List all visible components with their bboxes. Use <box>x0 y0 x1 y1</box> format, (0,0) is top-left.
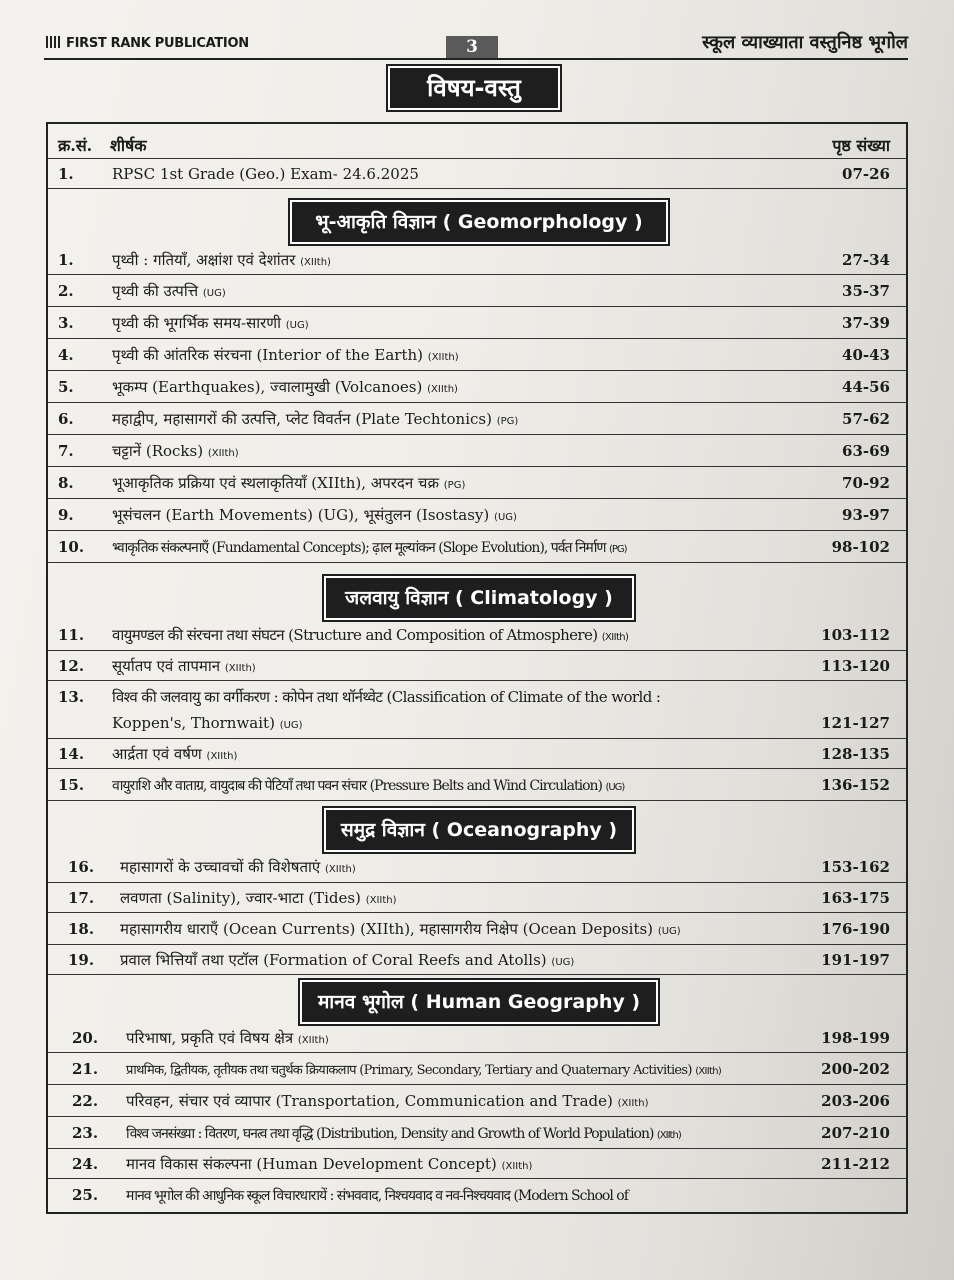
table-row: 19. प्रवाल भित्तियाँ तथा एटॉल (Formation of Coral Reefs and Atolls) (UG) 191-197 <box>48 946 906 975</box>
table-row: 15. वायुराशि और वाताग्र, वायुदाब की पेटियाँ तथा पवन संचार (Pressure Belts and Wind Circulation) (UG) 136-152 <box>48 770 906 801</box>
section-heading-oceanography: समुद्र विज्ञान ( Oceanography ) <box>324 808 634 852</box>
table-row: 6. महाद्वीप, महासागरों की उत्पत्ति, प्लेट विवर्तन (Plate Techtonics) (PG) 57-62 <box>48 404 906 435</box>
table-row: 11. वायुमण्डल की संरचना तथा संघटन (Structure and Composition of Atmosphere) (XIIth) 103-112 <box>48 620 906 651</box>
column-sr: क्र.सं. <box>58 136 93 155</box>
table-row: 1. पृथ्वी : गतियाँ, अक्षांश एवं देशांतर (XIIth) 27-34 <box>48 246 906 275</box>
table-row: 7. चट्टानें (Rocks) (XIIth) 63-69 <box>48 436 906 467</box>
table-row: 2. पृथ्वी की उत्पत्ति (UG) 35-37 <box>48 276 906 307</box>
contents-title: विषय-वस्तु <box>388 66 560 110</box>
table-row: 14. आर्द्रता एवं वर्षण (XIIth) 128-135 <box>48 740 906 769</box>
table-row: 17. लवणता (Salinity), ज्वार-भाटा (Tides) (XIIth) 163-175 <box>48 884 906 913</box>
table-row: 12. सूर्यातप एवं तापमान (XIIth) 113-120 <box>48 652 906 681</box>
table-header-row <box>48 130 906 159</box>
column-pages: पृष्ठ संख्या <box>832 136 890 155</box>
table-row: 18. महासागरीय धाराएँ (Ocean Currents) (XIIth), महासागरीय निक्षेप (Ocean Deposits) (UG) 176-190 <box>48 914 906 945</box>
table-row: 25. मानव भूगोल की आधुनिक स्कूल विचारधारायें : संभववाद, निश्चयवाद व नव-निश्चयवाद (Modern School of <box>72 1186 628 1204</box>
page-number: 3 <box>446 36 498 58</box>
book-title: स्कूल व्याख्याता वस्तुनिष्ठ भूगोल <box>702 32 908 53</box>
table-row: 4. पृथ्वी की आंतरिक संरचना (Interior of the Earth) (XIIth) 40-43 <box>48 340 906 371</box>
table-row: 21. प्राथमिक, द्वितीयक, तृतीयक तथा चतुर्थक क्रियाकलाप (Primary, Secondary, Tertiary and Quaternary Activities) (XIIth) 200-202 <box>48 1054 906 1085</box>
table-row: 3. पृथ्वी की भूगर्भिक समय-सारणी (UG) 37-39 <box>48 308 906 339</box>
table-row: 13. विश्व की जलवायु का वर्गीकरण : कोपेन तथा थॉर्नथ्वेट (Classification of Climate of the world : Koppen's, Thornwait) (UG) 121-127 <box>48 682 906 739</box>
page-header <box>44 30 908 60</box>
table-row: 20. परिभाषा, प्रकृति एवं विषय क्षेत्र (XIIth) 198-199 <box>48 1024 906 1053</box>
table-row: 24. मानव विकास संकल्पना (Human Development Concept) (XIIth) 211-212 <box>48 1150 906 1179</box>
section-heading-human-geography: मानव भूगोल ( Human Geography ) <box>300 980 658 1024</box>
table-row: 16. महासागरों के उच्चावचों की विशेषताएं (XIIth) 153-162 <box>48 852 906 883</box>
publisher-logo-icon <box>46 36 62 48</box>
table-row: 5. भूकम्प (Earthquakes), ज्वालामुखी (Volcanoes) (XIIth) 44-56 <box>48 372 906 403</box>
table-row: 22. परिवहन, संचार एवं व्यापार (Transportation, Communication and Trade) (XIIth) 203-206 <box>48 1086 906 1117</box>
section-heading-geomorphology: भू-आकृति विज्ञान ( Geomorphology ) <box>290 200 668 244</box>
table-row: 23. विश्व जनसंख्या : वितरण, घनत्व तथा वृद्धि (Distribution, Density and Growth of World Population) (XIIth) 207-210 <box>48 1118 906 1149</box>
contents-table <box>46 122 908 1214</box>
column-title: शीर्षक <box>110 136 147 155</box>
table-row: 8. भूआकृतिक प्रक्रिया एवं स्थलाकृतियाँ (XIIth), अपरदन चक्र (PG) 70-92 <box>48 468 906 499</box>
table-row: 9. भूसंचलन (Earth Movements) (UG), भूसंतुलन (Isostasy) (UG) 93-97 <box>48 500 906 531</box>
table-row: 1. RPSC 1st Grade (Geo.) Exam- 24.6.2025 07-26 <box>48 160 906 189</box>
publisher-name: FIRST RANK PUBLICATION <box>46 36 249 51</box>
section-heading-climatology: जलवायु विज्ञान ( Climatology ) <box>324 576 634 620</box>
table-row: 10. भ्वाकृतिक संकल्पनाएँ (Fundamental Concepts); ढ़ाल मूल्यांकन (Slope Evolution), पर्वत निर्माण (PG) 98-102 <box>48 532 906 563</box>
